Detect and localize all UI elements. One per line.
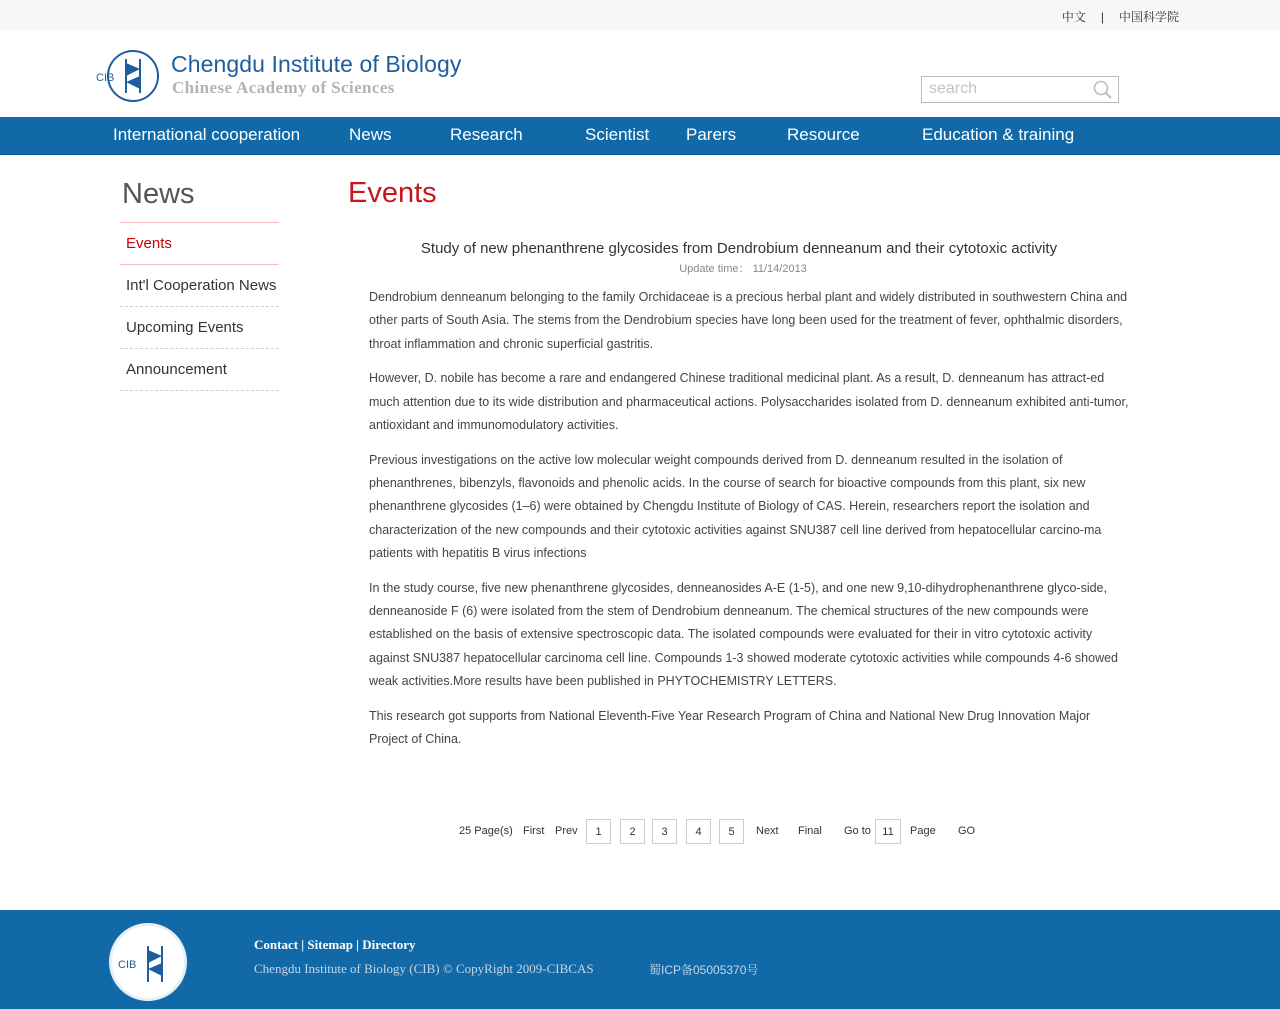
page-link-3[interactable]: 3: [652, 819, 677, 844]
article-paragraph: However, D. nobile has become a rare and endangered Chinese traditional medicinal plant. As a result, D. denneanum has attract-ed much attention due to its wide distribution and pharmaceutical actions. Polysaccharides isolated from D. denneanum exhibited anti-tumor, antioxidant and immunomodulatory activities.: [369, 371, 1129, 432]
main-nav: [0, 117, 1280, 155]
search-input[interactable]: [929, 77, 1089, 101]
final-page-link[interactable]: Final: [798, 825, 822, 837]
article-paragraph: In the study course, five new phenanthrene glycosides, denneanosides A-E (1-5), and one new 9,10-dihydrophenanthrene glyco-side, denneanoside F (6) were isolated from the stem of Dendrobium denneanum. The chemical structures of the new compounds were established on the basis of extensive spectroscopic data. The isolated compounds were evaluated for their in vitro cytotoxic activity against SNU387 hepatocellular carcinoma cell line. Compounds 1-3 showed moderate cytotoxic activities while compounds 4-6 showed weak activities.More results have been published in PHYTOCHEMISTRY LETTERS.: [369, 580, 1119, 688]
logo-text: CIB: [96, 72, 115, 84]
top-links-separator: |: [1100, 9, 1104, 24]
article-paragraph: This research got supports from National Eleventh-Five Year Research Program of China and National New Drug Innovation Major Project of China.: [369, 708, 1091, 747]
nav-news[interactable]: News: [349, 125, 392, 144]
goto-label: Go to: [844, 825, 871, 837]
update-time-label: Update time：: [679, 263, 750, 275]
footer-link-separator: |: [352, 937, 363, 952]
search-icon[interactable]: [1093, 80, 1113, 100]
page-link-4[interactable]: 4: [686, 819, 711, 844]
sidebar-item-intl-cooperation-news[interactable]: Int'l Cooperation News: [120, 265, 279, 307]
top-utility-bar: [0, 0, 1280, 30]
page-label: Page: [910, 825, 936, 837]
site-subtitle: Chinese Academy of Sciences: [172, 78, 395, 97]
footer-logo: [109, 923, 187, 1001]
article-body: [369, 286, 1131, 763]
pagination: [0, 818, 1280, 844]
nav-papers[interactable]: Parers: [686, 125, 737, 144]
search-box: [921, 76, 1119, 103]
go-button[interactable]: GO: [958, 825, 976, 837]
nav-international-cooperation[interactable]: International cooperation: [113, 125, 301, 144]
copyright-text: Chengdu Institute of Biology (CIB) © CopyRight 2009-CIBCAS: [254, 961, 594, 976]
directory-link[interactable]: Directory: [362, 937, 416, 952]
article-paragraph: Dendrobium denneanum belonging to the family Orchidaceae is a precious herbal plant and widely distributed in southwestern China and other parts of South Asia. The stems from the Dendrobium species have long been used for the treatment of fever, ophthalmic disorders, throat inflammation and chronic superficial gastritis.: [369, 290, 1128, 351]
icp-number: 蜀ICP备05005370号: [649, 963, 759, 977]
page-link-2[interactable]: 2: [620, 819, 645, 844]
update-time-value: 11/14/2013: [752, 263, 807, 275]
section-title: Events: [348, 177, 437, 209]
nav-resource[interactable]: Resource: [787, 125, 860, 144]
page-link-5[interactable]: 5: [719, 819, 744, 844]
cib-logo[interactable]: [96, 49, 160, 103]
sitemap-link[interactable]: Sitemap: [307, 937, 353, 952]
chinese-language-link[interactable]: 中文: [1061, 10, 1086, 24]
article-paragraph: Previous investigations on the active low molecular weight compounds derived from D. denneanum resulted in the isolation of phenanthrenes, bibenzyls, flavonoids and phenolic acids. In the course of search for bioactive compounds from this plant, six new phenanthrene glycosides (1–6) were obtained by Chengdu Institute of Biology of CAS. Herein, researchers report the isolation and characterization of the new compounds and their cytotoxic activities against SNU387 cell line derived from hepatocellular carcino-ma patients with hepatitis B virus infections: [369, 452, 1102, 560]
article-title: Study of new phenanthrene glycosides from Dendrobium denneanum and their cytotoxic activity: [420, 240, 1058, 257]
page-count: 25 Page(s): [459, 825, 513, 837]
footer-links: [254, 937, 415, 953]
site-title: Chengdu Institute of Biology: [171, 51, 462, 77]
header: [0, 30, 1280, 117]
top-links: [1062, 8, 1179, 25]
sidebar-item-upcoming-events[interactable]: Upcoming Events: [120, 307, 279, 349]
sidebar-menu: [120, 222, 279, 391]
contact-link[interactable]: Contact: [254, 937, 299, 952]
sidebar-item-announcement[interactable]: Announcement: [120, 349, 279, 391]
prev-page-link[interactable]: Prev: [555, 825, 578, 837]
nav-research[interactable]: Research: [450, 125, 523, 144]
footer-cib-logo-icon: [118, 938, 182, 992]
update-time: [349, 260, 1137, 276]
next-page-link[interactable]: Next: [756, 825, 779, 837]
cas-link[interactable]: 中国科学院: [1118, 10, 1179, 24]
first-page-link[interactable]: First: [523, 825, 545, 837]
nav-scientist[interactable]: Scientist: [585, 125, 650, 144]
nav-education-training[interactable]: Education & training: [922, 125, 1075, 144]
sidebar-item-events[interactable]: Events: [120, 223, 279, 265]
page-link-1[interactable]: 1: [586, 819, 611, 844]
footer-link-separator: |: [298, 937, 308, 952]
sidebar-title: News: [122, 178, 195, 210]
footer-logo-text: CIB: [118, 959, 137, 971]
footer: [0, 910, 1280, 1009]
cib-logo-icon: [96, 49, 160, 103]
goto-page-input[interactable]: 11: [875, 819, 901, 844]
